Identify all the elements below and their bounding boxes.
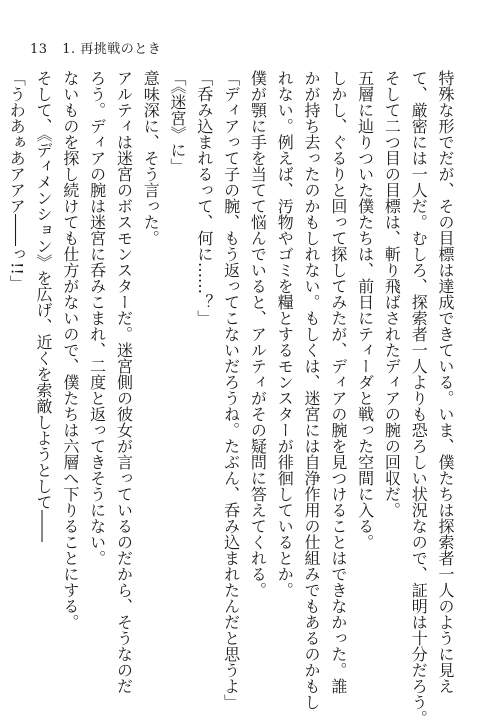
text-line: 僕が顎に手を当てて悩んでいると、アルティがその疑問に答えてくれる。 (248, 70, 268, 598)
vertical-text-body (0, 70, 458, 726)
text-line: 「《迷宮》に」 (168, 70, 188, 174)
text-line: かが持ち去ったのかもしれない。もしくは、迷宮には自浄作用の仕組みでもあるのかもし (302, 70, 322, 710)
text-line: そして二つ目の目標は、斬り飛ばされたディアの腕の回収だ。 (382, 70, 402, 518)
text-line: 「うわあぁあアアア――っ!!」 (7, 70, 27, 291)
text-line: アルティは迷宮のボスモンスターだ。迷宮側の彼女が言っているのだから、そうなのだ (114, 70, 134, 694)
text-line: て、厳密には一人だ。むしろ、探索者一人よりも恐ろしい状況なので、証明は十分だろう。 (409, 70, 429, 726)
text-line: 五層に辿りついた僕たちは、前日にティーダと戦った空間に入る。 (355, 70, 375, 550)
text-line: れない。例えば、汚物やゴミを糧とするモンスターが徘徊しているとか。 (275, 70, 295, 598)
text-line: 意味深に、そう言った。 (141, 70, 161, 246)
text-line: 「ディアって子の腕、もう返ってこないだろうね。たぶん、呑み込まれたんだと思うよ」 (221, 70, 241, 710)
page-header (30, 38, 161, 57)
text-line: ないものを探し続けても仕方がないので、僕たちは六層へ下りることにする。 (60, 70, 80, 630)
chapter-title: 1. 再挑戦のとき (62, 42, 162, 57)
text-line: そして、《ディメンション》を広げ、近くを索敵しようとして―― (34, 70, 54, 542)
text-line: 特殊な形でだが、その目標は達成できている。いま、僕たちは探索者一人のように見え (436, 70, 455, 694)
text-line: 「呑み込まれるって、何に……？」 (194, 70, 214, 326)
text-line: ろう。ディアの腕は迷宮に呑みこまれ、二度と返ってきそうにない。 (87, 70, 107, 566)
page-number: 13 (30, 42, 48, 57)
text-line: しかし、ぐるりと回って探してみたが、ディアの腕を見つけることはできなかった。誰 (328, 70, 348, 694)
